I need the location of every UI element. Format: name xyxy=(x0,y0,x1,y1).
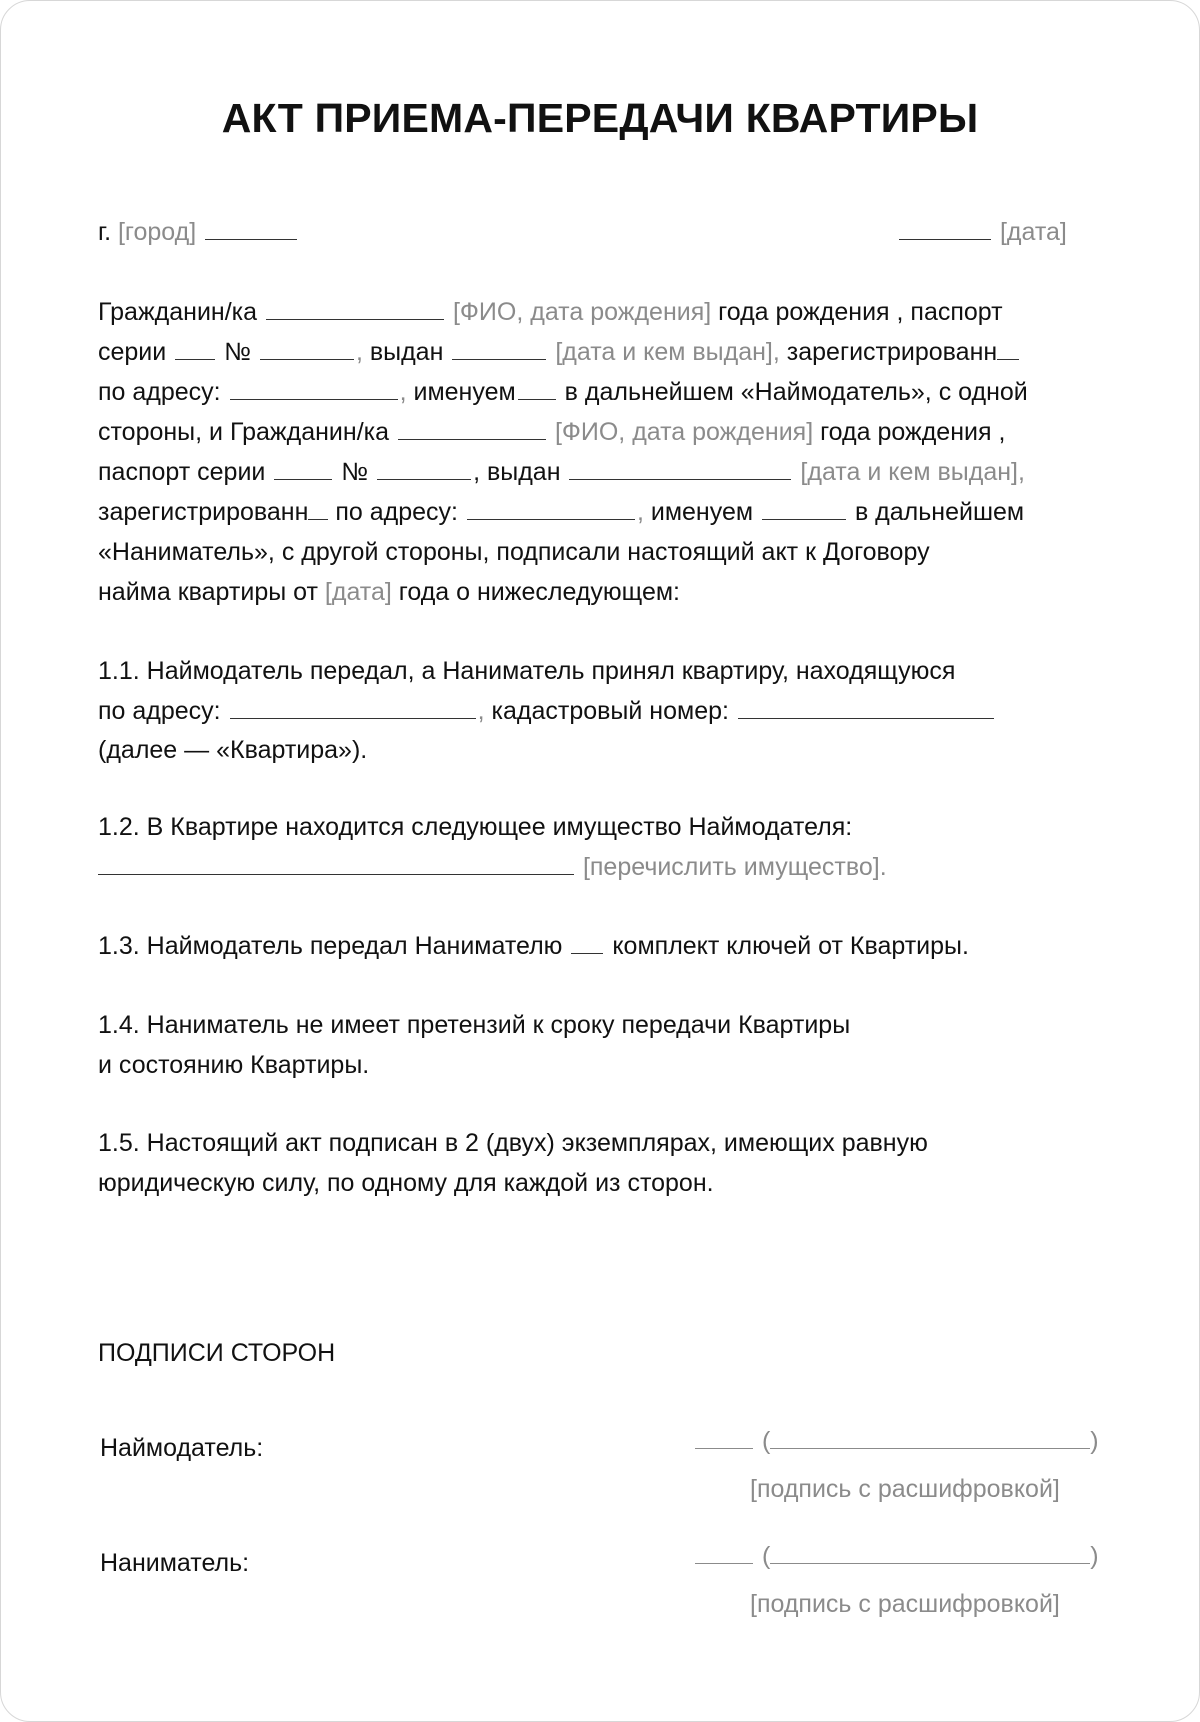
text: кадастровый номер: xyxy=(491,697,729,725)
item-1-1-line-1: 1.1. Наймодатель передал, а Наниматель принял квартиру, находящуюся xyxy=(98,657,956,685)
text: , выдан xyxy=(473,458,561,486)
item-1-2-line-2 xyxy=(98,847,887,887)
placeholder-text: [ФИО, дата рождения] xyxy=(452,298,712,326)
text: , xyxy=(399,378,407,406)
suffix-blank[interactable] xyxy=(997,337,1019,360)
city-placeholder: [город] xyxy=(117,218,197,246)
property-list-blank[interactable] xyxy=(98,852,574,875)
text: ( xyxy=(761,1427,771,1455)
intro-line-2 xyxy=(98,332,1019,372)
item-1-3 xyxy=(98,926,969,966)
suffix-blank[interactable] xyxy=(762,497,846,520)
text: по адресу: xyxy=(98,378,221,406)
text: года о нижеследующем: xyxy=(398,578,680,606)
intro-line-6 xyxy=(98,492,1024,532)
city-prefix: г. xyxy=(98,218,112,246)
tenant-name-blank[interactable] xyxy=(398,417,546,440)
text: зарегистрированн xyxy=(98,498,309,526)
text: найма квартиры от xyxy=(98,578,318,606)
tenant-signature-blank[interactable] xyxy=(695,1541,753,1564)
text: серии xyxy=(98,338,167,366)
item-1-4-line-1: 1.4. Наниматель не имеет претензий к сроку передачи Квартиры xyxy=(98,1011,851,1039)
placeholder-text: [дата] xyxy=(324,578,392,606)
placeholder-text: [ФИО, дата рождения] xyxy=(554,418,814,446)
intro-line-3 xyxy=(98,372,1028,412)
city-blank[interactable] xyxy=(205,217,297,240)
issued-blank[interactable] xyxy=(452,337,546,360)
date-placeholder: [дата] xyxy=(999,218,1067,246)
text: года рождения , xyxy=(820,418,1006,446)
text: стороны, и Гражданин/ка xyxy=(98,418,390,446)
passport-series-blank[interactable] xyxy=(274,457,332,480)
tenant-signature-hint: [подпись с расшифровкой] xyxy=(750,1590,1060,1618)
item-1-1-line-2 xyxy=(98,691,996,731)
passport-series-blank[interactable] xyxy=(175,337,215,360)
placeholder-text: [дата и кем выдан], xyxy=(555,338,780,366)
text: именуем xyxy=(413,378,516,406)
item-1-5-line-2: юридическую силу, по одному для каждой из сторон. xyxy=(98,1169,714,1197)
cadastral-number-blank[interactable] xyxy=(738,696,994,719)
city-line xyxy=(98,212,299,252)
text: № xyxy=(224,338,251,366)
intro-line-8 xyxy=(98,572,680,612)
tenant-signature-line xyxy=(695,1536,1099,1576)
text: комплект ключей от Квартиры. xyxy=(612,932,969,960)
suffix-blank[interactable] xyxy=(518,377,556,400)
issued-blank[interactable] xyxy=(569,457,791,480)
passport-number-blank[interactable] xyxy=(260,337,354,360)
intro-line-4 xyxy=(98,412,1005,452)
item-1-2-line-1: 1.2. В Квартире находится следующее имущество Наймодателя: xyxy=(98,813,853,841)
landlord-label: Наймодатель: xyxy=(100,1434,264,1462)
landlord-name-decode-blank[interactable] xyxy=(770,1426,1090,1449)
item-1-1-line-3: (далее — «Квартира»). xyxy=(98,736,368,764)
intro-line-7: «Наниматель», с другой стороны, подписали настоящий акт к Договору xyxy=(98,538,930,566)
address-blank[interactable] xyxy=(467,497,635,520)
signatures-heading: ПОДПИСИ СТОРОН xyxy=(98,1339,336,1367)
placeholder-text: [перечислить имущество]. xyxy=(582,853,887,881)
text: ( xyxy=(761,1542,771,1570)
text: № xyxy=(341,458,369,486)
text: в дальнейшем xyxy=(854,498,1025,526)
address-blank[interactable] xyxy=(230,377,398,400)
text: в дальнейшем «Наймодатель», с одной xyxy=(564,378,1028,406)
text: Гражданин/ка xyxy=(98,298,258,326)
text: ) xyxy=(1090,1542,1099,1570)
passport-number-blank[interactable] xyxy=(377,457,471,480)
text: по адресу: xyxy=(98,697,221,725)
date-blank[interactable] xyxy=(899,217,991,240)
apartment-address-blank[interactable] xyxy=(230,696,476,719)
suffix-blank[interactable] xyxy=(308,497,328,520)
text: выдан xyxy=(369,338,444,366)
text: зарегистрированн xyxy=(786,338,998,366)
item-1-4-line-2: и состоянию Квартиры. xyxy=(98,1051,370,1079)
document-title: АКТ ПРИЕМА-ПЕРЕДАЧИ КВАРТИРЫ xyxy=(221,95,979,141)
landlord-signature-line xyxy=(695,1421,1099,1461)
tenant-label: Наниматель: xyxy=(100,1549,250,1577)
date-line xyxy=(897,212,1067,252)
text: , xyxy=(477,697,485,725)
landlord-name-blank[interactable] xyxy=(266,297,444,320)
text: 1.3. Наймодатель передал Нанимателю xyxy=(98,932,563,960)
text: по адресу: xyxy=(335,498,458,526)
landlord-signature-hint: [подпись с расшифровкой] xyxy=(750,1475,1060,1503)
tenant-name-decode-blank[interactable] xyxy=(770,1541,1090,1564)
keys-count-blank[interactable] xyxy=(571,931,603,954)
intro-line-5 xyxy=(98,452,1025,492)
text: ) xyxy=(1090,1427,1099,1455)
text: , xyxy=(355,338,363,366)
text: именуем xyxy=(650,498,754,526)
item-1-5-line-1: 1.5. Настоящий акт подписан в 2 (двух) экземплярах, имеющих равную xyxy=(98,1129,928,1157)
text: года рождения , паспорт xyxy=(718,298,1003,326)
text: , xyxy=(636,498,644,526)
landlord-signature-blank[interactable] xyxy=(695,1426,753,1449)
intro-line-1 xyxy=(98,292,1003,332)
text: паспорт серии xyxy=(98,458,266,486)
placeholder-text: [дата и кем выдан], xyxy=(800,458,1025,486)
